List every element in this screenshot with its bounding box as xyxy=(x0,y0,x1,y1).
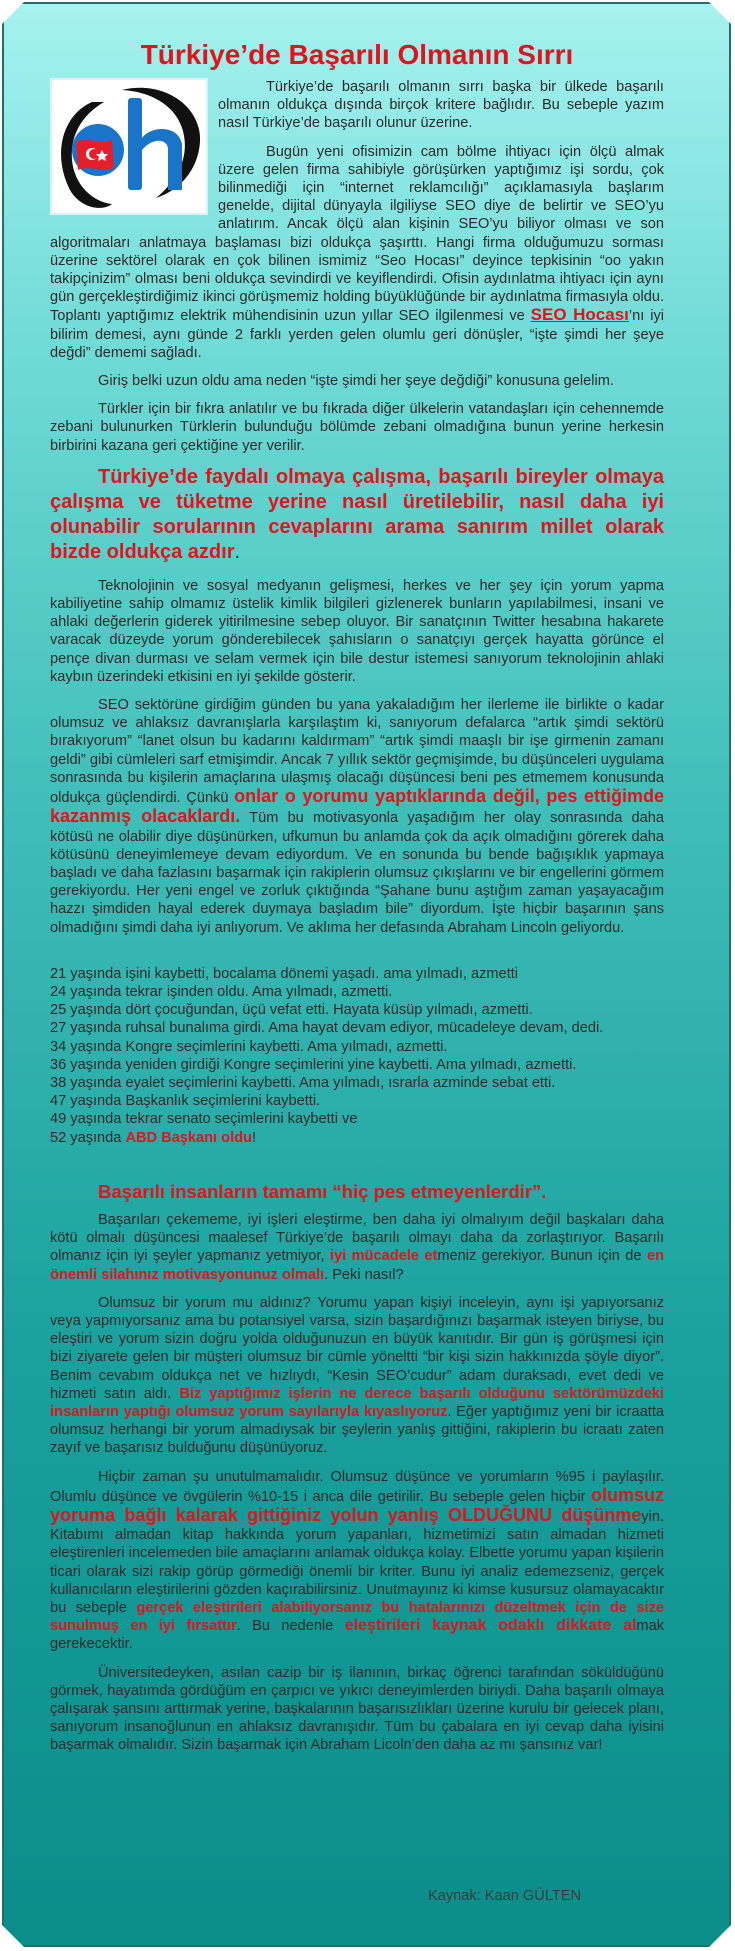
timeline-item: 36 yaşında yeniden girdiği Kongre seçimlerini yine kaybetti. Ama yılmadı, azmetti. xyxy=(50,1056,577,1073)
headline-dot: . xyxy=(234,540,241,563)
highlight-headline xyxy=(50,465,664,565)
highlight-headline-text: Türkiye’de faydalı olmaya çalışma, başarılı bireyler olmaya çalışma ve tüketme yerine nasıl üretilebilir, nasıl daha iyi olunabilir sorularının cevaplarını arama sanırım millet olarak bizde oldukça azdır xyxy=(50,465,664,563)
section-heading: Başarılı insanların tamamı “hiç pes etmeyenlerdir”. xyxy=(98,1180,547,1202)
timeline-item: 49 yaşında tekrar senato seçimlerini kaybetti ve xyxy=(50,1111,358,1128)
site-logo xyxy=(50,78,208,215)
paragraph-6-text-a: SEO sektörüne girdiğim günden bu yana yakaladığım her ilerleme ile birlikte o kadar olumsuz ve ahlaksız davranışlarla karşılaştım ki, sanıyorum defalarca “artık şimdi sektörü bırakıyorum” “lanet olsun bu kadarını kaldırmam” “artık şimdi maaşlı bir işe girmenin zamanı geldi” gibi cümleleri sarf etmişimdir. Ancak 7 yıllık sektör geçmişimde, bu düşünceleri uygulama sonrasında bu kişilerin amaçlarına ulaşmış olacağı düşüncesi beni pes etmemem konusunda oldukça güçlendirdi. Çünkü xyxy=(50,697,664,807)
paragraph-3: Giriş belki uzun oldu ama neden “işte şimdi her şeye değdiği” konusuna gelelim. xyxy=(98,373,614,390)
timeline-item: 25 yaşında dört çocuğundan, üçü vefat etti. Hayata küsüp yılmadı, azmetti. xyxy=(50,1002,533,1019)
timeline-last-highlight: ABD Başkanı oldu xyxy=(125,1129,252,1146)
article xyxy=(50,38,664,1765)
paragraph-7-highlight-1: iyi mücadele et xyxy=(329,1248,438,1265)
lincoln-timeline xyxy=(50,965,664,1147)
paragraph-10: Üniversitedeyken, asılan cazip bir iş ilanının, birkaç öğrenci tarafından söküldüğünü görmek, hayatımda gördüğüm en çarpıcı ve yıkıcı deneyimlerden biriydi. Daha başarılı olmaya çalışarak şansını arttırmak yerine, başkalarının başarısızlıkları üzerine kurulu bir gelecek planı, sanıyorum insanoğlunun en ahlaksız davranışıdır. Tüm bu çabalara en iyi cevap daha iyisini başarmak olmalıdır. Sizin başarmak için Abraham Licoln’den daha az mı şansınız var! xyxy=(50,1664,664,1754)
paragraph-4: Türkler için bir fıkra anlatılır ve bu fıkrada diğer ülkelerin vatandaşları için cehennemde zebani bulunurken Türklerin bulunduğu bölümde zebani olmadığına bunun yerine herkesin birbirini kazana geri çektiğine yer verilir. xyxy=(50,401,664,454)
paragraph-6-text-b: Tüm bu motivasyonla yaşadığım her olay sonrasında daha kötüsü ne olabilir diye düşünürken, ufkumun bu anlamda çok da açık olmadığını görerek daha kötüsünü deneyimlemeye devam ediyordum. Ve en sonunda bu bende bağışıklık yapmaya başladı ve daha fazlasını başarmak için rakiplerin olumsuz çıkışlarını ve bir engellerini görmem gerekiyordu. Her yeni engel ve zorluk çıktığında “Şahane bunu aştığım zaman yaşayacağım hazzı şimdiden hayal ederek duymaya başladım bile” diyordum. İşte hiçbir başarının şans olmadığını şimdi daha iyi anlıyorum. Ve aklıma her defasında Abraham Lincoln geliyordu. xyxy=(50,810,664,936)
seo-hocasi-link[interactable]: SEO Hocası xyxy=(530,305,629,325)
paragraph-8-text-a: Olumsuz bir yorum mu aldınız? Yorumu yapan kişiyi inceleyin, aynı işi yapıyorsanız veya yapmıyorsanız ama bu potansiyel varsa, sizin başardığınızı başarmak isteyen biriyse, bu eleştiri ve yorum sizin doğru yolda olduğunuzun en büyük kanıtıdır. Bir gün iş görüşmesi için bizi ziyarete gelen bir müşteri olumsuz bir cümle yöneltti “bir kişi sizin hakkınızda şöyle diyor”. Benim cevabım oldukça net ve hızlıydı, “Kesin SEO’cudur” adam duraksadı, evet dedi ve hizmeti satın aldı. xyxy=(50,1294,664,1402)
timeline-item: 34 yaşında Kongre seçimlerini kaybetti. Ama yılmadı, azmetti. xyxy=(50,1038,448,1055)
timeline-item-last xyxy=(50,1129,664,1147)
paragraph-9-text-a: Hiçbir zaman şu unutulmamalıdır. Olumsuz düşünce ve yorumların %95 i paylaşılır. Olumlu düşünce ve övgülerin %10-15 i anca dile getirilir. Bu sebeple gelen hiçbir xyxy=(50,1468,664,1505)
paragraph-6-highlight: onlar o yorumu yaptıklarında değil, pes ettiğimde kazanmış olacaklardı. xyxy=(50,786,664,827)
paragraph-7 xyxy=(50,1211,664,1284)
paragraph-2-text-b: ’nı iyi bilirim demesi, aynı günde 2 farklı yerden gelen olumlu geri dönüşler, “işte şimdi her şeye değdi” dememi sağladı. xyxy=(50,308,665,361)
paragraph-7-highlight-2: en önemli silahınız motivasyonunuz olmalı xyxy=(50,1248,664,1283)
intro-paragraph: Türkiye’de başarılı olmanın sırrı başka bir ülkede başarılı olmanın oldukça dışında birçok kritere bağlıdır. Bu sebeple yazım nasıl Türkiye’de başarılı olunur üzerine. xyxy=(218,79,664,132)
paragraph-6 xyxy=(50,696,664,937)
source-credit: Kaynak: Kaan GÜLTEN xyxy=(428,1888,582,1904)
paragraph-7-text-c: . Peki nasıl? xyxy=(324,1266,404,1283)
paragraph-2-text-a: Bugün yeni ofisimizin cam bölme ihtiyacı için ölçü almak üzere gelen firma sahibiyle görüşürken yaptığımız işi sordu, çok bilinmediği için “internet reklamcılığı” açıklamasıyla başlarım genelde, dijital dünyayla ilgiliyse SEO diye de belirtir ve SEO’yu anlatırım. Ancak ölçü alan kişinin SEO’yu biliyor olması ve son algoritmaları anlatmaya başlaması bizi oldukça şaşırttı. Hangi firma olduğumuzu sorması üzerine sektörel olarak en çok bilinen ismimiz “Seo Hocası” deyince tepkisinin “oo yakın takipçinizim” olması beni oldukça sevindirdi ve keyiflendirdi. Ofisin aydınlatma ihtiyacı için aynı gün gerçekleştirdiğimiz ikinci görüşmemiz holding büyüklüğünde bir aydınlatma firmasıyla oldu. Toplantı yaptığımız elektrik mühendisinin uzun yıllar SEO ilgilenmesi ve xyxy=(50,143,664,325)
paragraph-9-text-c: . Bu nedenle xyxy=(236,1618,345,1635)
paragraph-8-highlight: Biz yaptığımız işlerin ne derece başarılı olduğunu sektörümüzdeki insanların yaptığı olumsuz yorum sayılarıyla kıyaslıyoruz xyxy=(50,1385,664,1420)
paragraph-8-text-b: . Eğer yaptığımız yeni bir icraatta olumsuz herhangi bir yorum almadıysak bir şeylerin yanlış gittiğini, rakiplerin bu icraatı zaten zayıf ve başarısız bulduğunu düşünüyoruz. xyxy=(50,1403,664,1457)
timeline-last-prefix: 52 yaşında xyxy=(50,1129,126,1146)
page-title: Türkiye’de Başarılı Olmanın Sırrı xyxy=(140,39,574,70)
timeline-item: 27 yaşında ruhsal bunalıma girdi. Ama hayat devam ediyor, mücadeleye devam, dedi. xyxy=(50,1020,604,1037)
paragraph-9-highlight-1: olumsuz yoruma bağlı kalarak gittiğiniz yolun yanlış OLDUĞUNU düşünme xyxy=(50,1484,664,1525)
paragraph-7-text-a: Başarıları çekememe, iyi işleri eleştirme, ben daha iyi olmalıyım değil başkaları daha kötü olmalı düşüncesi maalesef Türkiye’de başarılı olmayı daha da zorlaştırıyor. Başarılı olmanız için iyi şeyler yapmanız yetmiyor, xyxy=(50,1211,664,1265)
paragraph-5: Teknolojinin ve sosyal medyanın gelişmesi, herkes ve her şey için yorum yapma kabiliyetine sahip olmamız üstelik kimlik bilgileri gizlenerek bunların yapılabilmesi, insani ve ahlaki değerlerin giderek yitirilmesine sebep oluyor. Bir sanatçının Twitter hesabına hakarete varacak düzeyde yorum gönderebilecek şahısların o sanatçıyı gerçek hayatta görünce el pençe divan durması ve selam vermek için bile destur istemesi sanıyorum teknolojinin ahlaki kaybın üzerindeki etkisini en iyi şekilde gösterir. xyxy=(50,577,664,685)
paragraph-7-text-b: meniz gerekiyor. Bunun için de xyxy=(437,1248,647,1265)
timeline-item: 47 yaşında Başkanlık seçimlerini kaybetti. xyxy=(50,1093,321,1110)
paragraph-9-highlight-3: eleştirileri kaynak odaklı dikkate al xyxy=(344,1617,637,1635)
seo-hocasi-logo xyxy=(52,80,206,213)
timeline-item: 38 yaşında eyalet seçimlerini kaybetti. Ama yılmadı, ısrarla azminde sebat etti. xyxy=(50,1074,556,1091)
paragraph-9-text-d: mak gerekecektir. xyxy=(50,1618,664,1653)
timeline-item: 24 yaşında tekrar işinden oldu. Ama yılmadı, azmetti. xyxy=(50,983,393,1000)
timeline-last-suffix: ! xyxy=(251,1129,257,1146)
paragraph-9-highlight-2: gerçek eleştirileri alabiliyorsanız bu hatalarınızı düzeltmek için de size sunulmuş en iyi fırsattır xyxy=(50,1600,664,1635)
timeline-item: 21 yaşında işini kaybetti, bocalama dönemi yaşadı. ama yılmadı, azmetti xyxy=(50,965,519,982)
paragraph-8 xyxy=(50,1294,664,1458)
paragraph-9-text-b: yin. Kitabımı almadan kitap hakkında yorum yapanları, hizmetimizi satın almadan hizmeti eleştirenleri incelemeden bile amaçlarını anlamak oldukça kolay. Elbette yorumu yapan kişilerin ticari olarak sizi rakip görüp görmediği önemli bir kriter. Bunu iyi analiz edemezseniz, gerçek kullanıcıların eleştirilerini gözden kaçırabilirsiniz. Unutmayınız ki kimse kusursuz olamayacaktır bu sebeple xyxy=(50,1509,664,1617)
paragraph-9 xyxy=(50,1468,664,1654)
